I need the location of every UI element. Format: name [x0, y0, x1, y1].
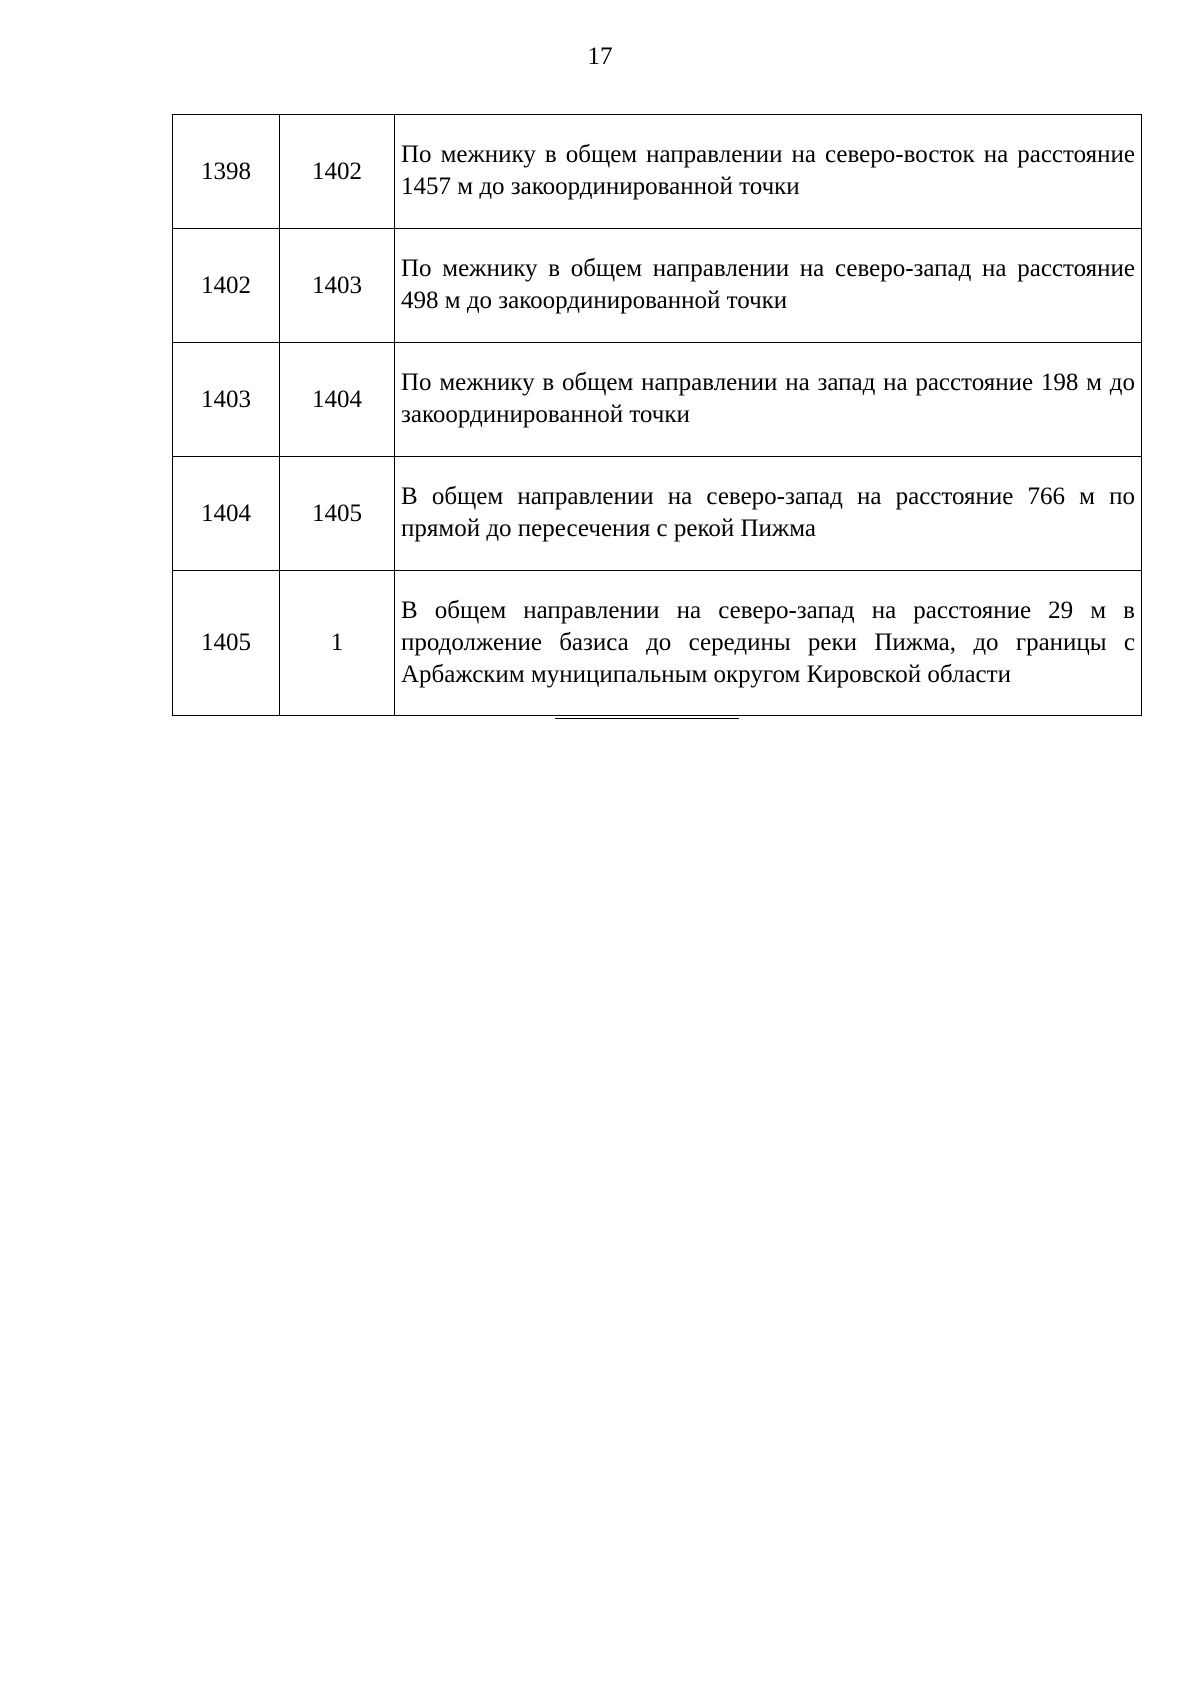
to-point-cell: 1404 — [280, 343, 395, 457]
table-row — [173, 115, 1142, 229]
boundary-description-cell: По межнику в общем направлении на северо-запад на расстояние 498 м до закоординированной точки — [395, 229, 1142, 343]
to-point-cell: 1402 — [280, 115, 395, 229]
to-point-cell: 1 — [280, 571, 395, 716]
boundary-description-table — [172, 114, 1142, 716]
to-point-cell: 1403 — [280, 229, 395, 343]
from-point-cell: 1405 — [173, 571, 280, 716]
from-point-cell: 1402 — [173, 229, 280, 343]
from-point-cell: 1398 — [173, 115, 280, 229]
boundary-description-cell: В общем направлении на северо-запад на расстояние 29 м в продолжение базиса до середины реки Пижма, до границы с Арбажским муниципальным округом Кировской области — [395, 571, 1142, 716]
boundary-description-cell: По межнику в общем направлении на северо-восток на расстояние 1457 м до закоординированной точки — [395, 115, 1142, 229]
page-number: 17 — [587, 43, 613, 70]
boundary-description-cell: В общем направлении на северо-запад на расстояние 766 м по прямой до пересечения с рекой Пижма — [395, 457, 1142, 571]
table-row — [173, 229, 1142, 343]
to-point-cell: 1405 — [280, 457, 395, 571]
table-row — [173, 571, 1142, 716]
boundary-description-cell: По межнику в общем направлении на запад на расстояние 198 м до закоординированной точки — [395, 343, 1142, 457]
table-row — [173, 457, 1142, 571]
from-point-cell: 1403 — [173, 343, 280, 457]
from-point-cell: 1404 — [173, 457, 280, 571]
table-row — [173, 343, 1142, 457]
end-of-document-rule — [555, 718, 739, 719]
